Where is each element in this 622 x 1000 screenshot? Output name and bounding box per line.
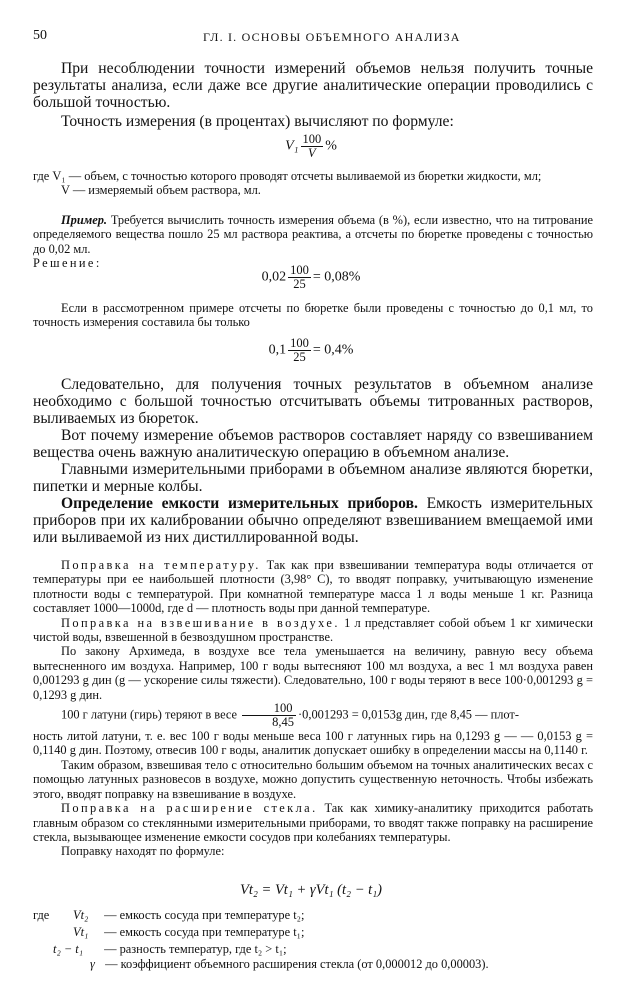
fraction: $\frac{100}{25}$ (290, 336, 309, 364)
fraction: $\frac{100}{8,45}$ (242, 702, 296, 729)
air-correction-label: Поправка на взвешивание в воздухе. (61, 615, 340, 630)
def-row: Vt₁ — емкость сосуда при температуре t₁; (73, 925, 305, 939)
running-title: ГЛ. I. ОСНОВЫ ОБЪЕМНОГО АНАЛИЗА (203, 30, 461, 44)
formula-example-1: 0,02 $\frac{100}{25}$ = 0,08% (261, 263, 361, 291)
example-label: Пример. (61, 213, 108, 227)
formula-example-2: 0,1 $\frac{100}{25}$ = 0,4% (268, 336, 354, 364)
solution-label: Решение: (33, 256, 102, 271)
def-row: где Vt₂ — емкость сосуда при температуре t₂; (33, 908, 305, 922)
fraction: $\frac{100}{25}$ (290, 263, 309, 291)
paragraph-formula-intro: Точность измерения (в процентах) вычисляют по формуле: (61, 113, 454, 130)
paragraph-conclusion: Следовательно, для получения точных результатов в объемном анализе необходимо с большой точностью отсчитывать объемы титрованных растворов, выливаемых из бюреток. Вот почему измерение объемов растворов составляет наряду со взвешиванием вещества очень важную аналитическую операцию в объемном анализе. Главными измерительными приборами в объемном анализе являются бюретки, пипетки и мерные колбы. Определение емкости измерительных приборов. Емкость измерительных приборов при их калибровании обычно определяют взвешиванием вмещаемой ими или выливаемой из них дистиллированной воды. (33, 376, 593, 546)
temperature-correction-label: Поправка на температуру. (61, 558, 261, 572)
example-continuation: Если в рассмотренном примере отсчеты по бюретке были проведены с точностью до 0,1 мл, то точность измерения составила бы только (33, 301, 593, 330)
corrections: Поправка на температуру. Так как при взвешивании температура воды отличается от температуры при ее наибольшей плотности (3,98° С), то вводят поправку, учитывающую изменение плотности воды с температурой. При комнатной температуре масса 1 л воды меньше 1 кг. Разница составляет 1000—1000d, где d — плотность воды при данной температуре. Поправка на взвешивание в воздухе. 1 л представляет собой объем 1 кг химически чистой воды, взвешенной в безвоздушном пространстве. По закону Архимеда, в воздухе все тела уменьшается на величину, равную весу объема вытесненного им воздуха. Например, 100 г воды вытесняют 100 мл воздуха, а вес 1 мл воздуха равен 0,001293 g дин (g — ускорение силы тяжести). Следовательно, 100 г воды теряют в весе 100·0,001293 g = 0,1293 g дин. 100 г латуни (гирь) теряют в весе $\frac{100}{8,45}$ ·0,001293 = 0,0153g дин, где 8,45 — плот- ность литой латуни, т. е. вес 100 г воды меньше веса 100 г латунных гирь на 0,1293 g — — 0,0153 g = 0,1140 g дин. Поэтому, отвесив 100 г воды, аналитик допускает ошибку в определении массы на 0,1140 г. Таким образом, взвешивая тело с относительно большим объемом на точных аналитических весах с помощью латунных разновесов в воздухе, можно допустить существенную неточность. Чтобы избежать этого, вводят поправку на взвешивание в воздухе. Поправка на расширение стекла. Так как химику-аналитику приходится работать главным образом со стеклянными измерительными приборами, то вводят также поправку на расширение стекла, вызывающее изменение емкости сосудов при колебаниях температуры. Поправку находят по формуле: (33, 558, 593, 859)
example: Пример. Требуется вычислить точность измерения объема (в %), если известно, что на титрование определяемого вещества пошло 25 мл раствора реактива, а отсчеты по бюретке проведены с точностью до 0,02 мл. Решение: (33, 213, 593, 271)
def-row: t₂ − t₁ — разность температур, где t₂ > t₁; (53, 942, 287, 956)
section-title: Определение емкости измерительных приборов. (61, 495, 418, 512)
where-definitions: где V₁ — объем, с точностью которого проводят отсчеты выливаемой из бюретки жидкости, мл; V — измеряемый объем раствора, мл. (33, 169, 542, 198)
page-header (33, 28, 592, 46)
formula-accuracy: V₁ $\frac{100}{V}$ % (285, 132, 337, 160)
page-number: 50 (33, 28, 47, 43)
paragraph-accuracy: При несоблюдении точности измерений объемов нельзя получить точные результаты анализа, если даже все другие аналитические операции проводились с большой точностью. (33, 60, 593, 111)
def-row: γ — коэффициент объемного расширения стекла (от 0,000012 до 0,00003). (90, 957, 489, 971)
formula-glass-expansion: Vt₂ = Vt₁ + γVt₁ (t₂ − t₁) (239, 882, 383, 898)
glass-correction-label: Поправка на расширение стекла. (61, 801, 318, 816)
fraction: $\frac{100}{V}$ (302, 132, 322, 160)
